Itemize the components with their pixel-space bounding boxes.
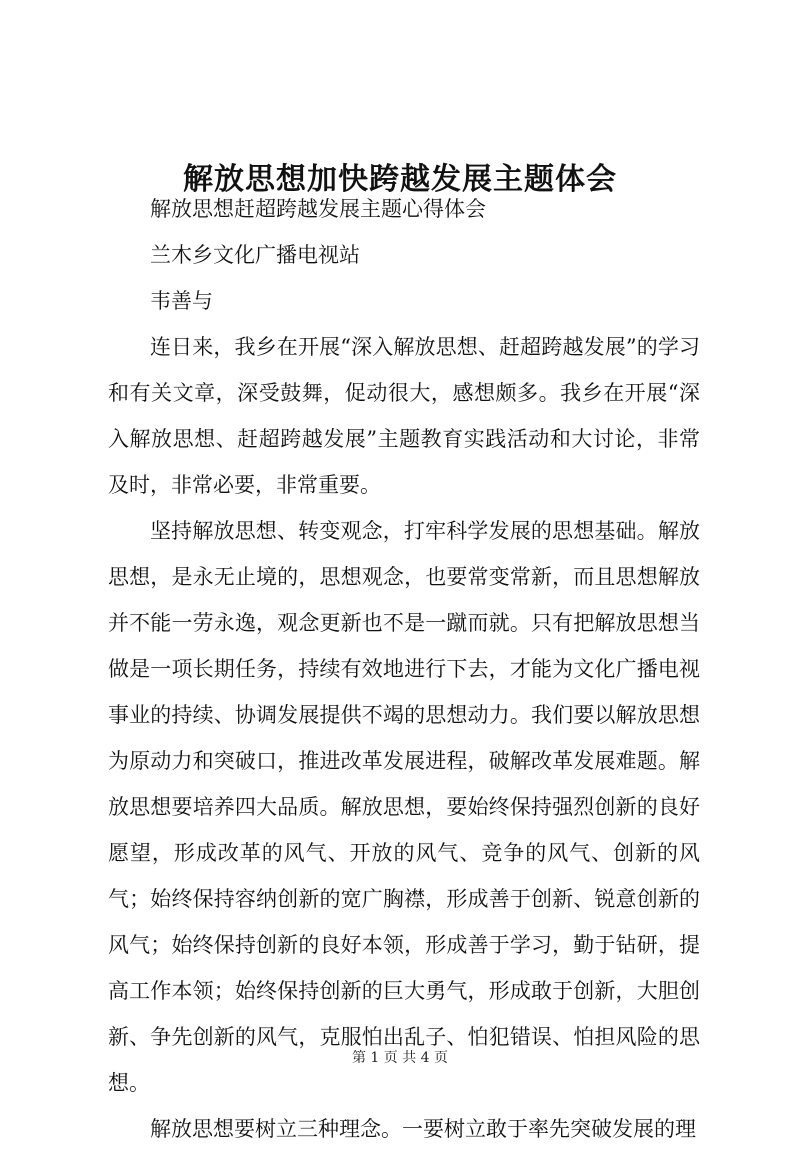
body-paragraph: 连日来，我乡在开展“深入解放思想、赶超跨越发展”的学习和有关文章，深受鼓舞，促动很大，感想颇多。我乡在开展“深入解放思想、赶超跨越发展”主题教育实践活动和大讨论，非常及时，非常必要，非常重要。 — [108, 335, 700, 497]
document-title: 解放思想加快跨越发展主题体会 — [183, 162, 617, 198]
body-paragraph: 坚持解放思想、转变观念，打牢科学发展的思想基础。解放思想，是永无止境的，思想观念，也要常变常新，而且思想解放并不能一劳永逸，观念更新也不是一蹴而就。只有把解放思想当做是一项长期任务，持续有效地进行下去，才能为文化广播电视事业的持续、协调发展提供不竭的思想动力。我们要以解放思想为原动力和突破口，推进改革发展进程，破解改革发展难题。解放思想要培养四大品质。解放思想，要始终保持强烈创新的良好愿望，形成改革的风气、开放的风气、竞争的风气、创新的风气；始终保持容纳创新的宽广胸襟，形成善于创新、锐意创新的风气；始终保持创新的良好本领，形成善于学习，勤于钻研，提高工作本领；始终保持创新的巨大勇气，形成敢于创新，大胆创新、争先创新的风气，克服怕出乱子、怕犯错误、怕担风险的思想。 — [108, 519, 700, 1095]
organization-paragraph: 兰木乡文化广播电视站 — [150, 243, 360, 267]
subtitle-paragraph: 解放思想赶超跨越发展主题心得体会 — [150, 197, 486, 221]
document-body — [108, 186, 700, 1152]
author-paragraph: 韦善与 — [150, 289, 213, 313]
page-number-footer: 第 1 页 共 4 页 — [351, 1050, 449, 1066]
body-paragraph: 解放思想要树立三种理念。一要树立敢于率先突破发展的理 — [150, 1117, 696, 1141]
